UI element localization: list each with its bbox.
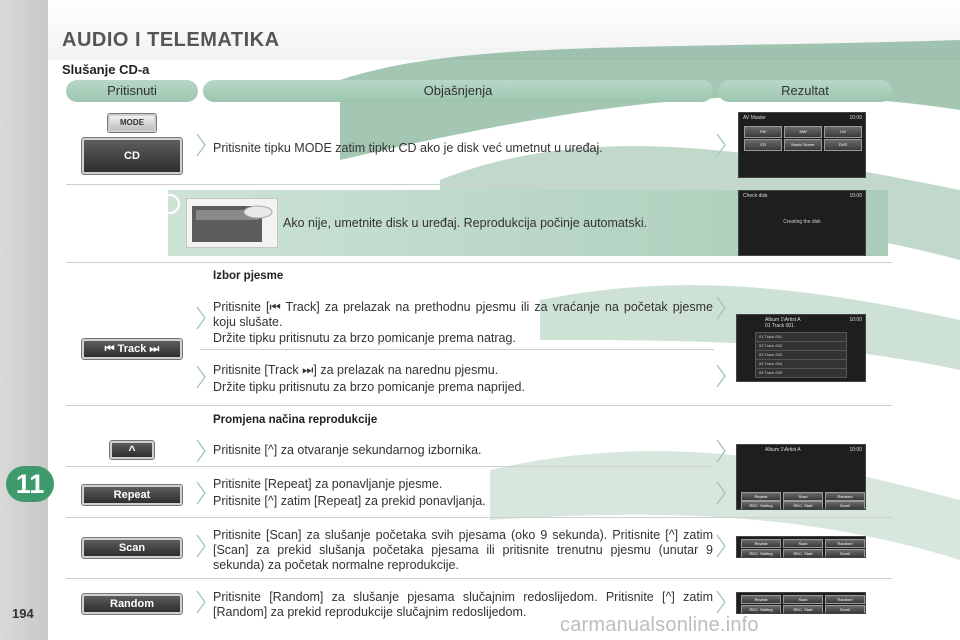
screen-time: 10:00 <box>849 447 862 453</box>
watermark: carmanualsonline.info <box>560 614 759 636</box>
screen-rec-start-button: REC. Start <box>783 501 823 510</box>
screen-music-server-button: Music Server <box>784 139 822 151</box>
row-divider <box>66 466 712 467</box>
chevron-right-icon <box>716 590 726 614</box>
result-screen-random <box>736 592 866 614</box>
result-screen-scan <box>736 536 866 558</box>
screen-scroll-button: Scroll <box>825 605 865 614</box>
screen-list-row: 05 Track 005 <box>755 368 847 378</box>
chevron-right-icon <box>716 296 726 320</box>
screen-rec-start-button: REC. Start <box>783 605 823 614</box>
screen-track: 01 Track 001 <box>765 323 794 329</box>
column-header-result: Rezultat <box>718 80 892 102</box>
row-divider <box>66 184 892 185</box>
scan-explanation: Pritisnite [Scan] za slušanje početaka svih pjesama (oko 9 sekunda). Pritisnite [^] zatim [Scan] za prekid slušanja početaka pjesama ili pritisnite trenutnu pjesmu (unutar 9 sekunda) za početak normalne reprodukcije. <box>213 528 713 572</box>
random-button[interactable]: Random <box>82 594 182 614</box>
screen-scroll-button: Scroll <box>825 549 865 558</box>
result-screen-check-disk <box>738 190 866 256</box>
screen-lw-button: LW <box>824 126 862 138</box>
screen-rec-setting-button: REC. Setting <box>741 549 781 558</box>
repeat-explanation: Pritisnite [Repeat] za ponavljanje pjesme. <box>213 477 443 491</box>
chevron-right-icon <box>196 133 206 157</box>
screen-repeat-button: Repeat <box>741 539 781 548</box>
result-screen-av-master <box>738 112 866 178</box>
chapter-badge: 11 <box>6 466 54 502</box>
track-next-hold-explanation: Držite tipku pritisnutu za brzo pomicanje prema naprijed. <box>213 380 525 394</box>
column-header-press: Pritisnuti <box>66 80 198 102</box>
chevron-right-icon <box>196 365 206 389</box>
track-prev-explanation: Pritisnite [⏮ Track] za prelazak na prethodnu pjesmu ili za vraćanje na početak pjesme koju slušate. <box>213 300 713 329</box>
column-header-explanation: Objašnjenja <box>203 80 713 102</box>
mode-heading: Promjena načina reprodukcije <box>213 414 378 426</box>
screen-random-button: Random <box>825 595 865 604</box>
row2-explanation: Ako nije, umetnite disk u uređaj. Reprodukcija počinje automatski. <box>283 216 648 230</box>
result-screen-track-list <box>736 314 866 382</box>
sub-row-divider <box>200 349 714 350</box>
section-title: Slušanje CD-a <box>62 62 150 77</box>
screen-scan-button: Scan <box>783 595 823 604</box>
screen-album: Album 1\Artist A <box>765 317 801 323</box>
screen-title: AV Master <box>743 115 766 121</box>
screen-repeat-button: Repeat <box>741 595 781 604</box>
screen-random-button: Random <box>825 492 865 501</box>
screen-time: 10:00 <box>849 115 862 121</box>
scan-button[interactable]: Scan <box>82 538 182 558</box>
mode-button[interactable]: MODE <box>108 114 156 132</box>
screen-rec-setting-button: REC. Setting <box>741 605 781 614</box>
header-title: AUDIO I TELEMATIKA <box>62 29 280 51</box>
track-heading: Izbor pjesme <box>213 270 284 282</box>
chevron-right-icon <box>716 364 726 388</box>
row1-explanation: Pritisnite tipku MODE zatim tipku CD ako je disk već umetnut u uređaj. <box>213 141 603 155</box>
screen-list-row: 04 Track 004 <box>755 359 847 369</box>
track-button[interactable] <box>82 339 182 359</box>
screen-rec-setting-button: REC. Setting <box>741 501 781 510</box>
chevron-right-icon <box>196 439 206 463</box>
chevron-right-icon <box>716 481 726 505</box>
screen-message: Creating the disk <box>783 219 821 225</box>
row-divider <box>66 262 892 263</box>
screen-dvd-button: DVD <box>824 139 862 151</box>
chevron-right-icon <box>196 306 206 330</box>
page-number: 194 <box>12 606 34 621</box>
screen-list-row: 03 Track 003 <box>755 350 847 360</box>
chevron-right-icon <box>716 133 726 157</box>
screen-rec-start-button: REC. Start <box>783 549 823 558</box>
track-button-label: Track <box>117 343 147 355</box>
screen-mw-button: MW <box>784 126 822 138</box>
screen-time: 10:00 <box>849 193 862 199</box>
cd-slot-illustration <box>186 198 278 248</box>
screen-album: Album 1\Artist A <box>765 447 801 453</box>
submenu-up-button[interactable]: ^ <box>110 441 154 459</box>
submenu-up-explanation: Pritisnite [^] za otvaranje sekundarnog izbornika. <box>213 443 482 457</box>
screen-cd-button: CD <box>744 139 782 151</box>
previous-track-icon: ⏮ <box>104 343 118 355</box>
screen-scan-button: Scan <box>783 539 823 548</box>
random-explanation: Pritisnite [Random] za slušanje pjesama slučajnim redoslijedom. Pritisnite [^] zatim [Random] za prekid reprodukcije slučajnim redoslijedom. <box>213 590 713 619</box>
tip-lightbulb-icon <box>150 190 184 220</box>
chevron-right-icon <box>196 590 206 614</box>
result-screen-submenu <box>736 444 866 510</box>
screen-scan-button: Scan <box>783 492 823 501</box>
track-prev-hold-explanation: Držite tipku pritisnutu za brzo pomicanje prema natrag. <box>213 331 516 345</box>
track-next-explanation: Pritisnite [Track ⏭] za prelazak na narednu pjesmu. <box>213 363 499 377</box>
row-divider <box>66 405 892 406</box>
screen-list-row: 02 Track 002 <box>755 341 847 351</box>
next-track-icon: ⏭ <box>146 343 160 355</box>
page-sidebar <box>0 0 48 640</box>
screen-list-row: 01 Track 001 <box>755 332 847 342</box>
chevron-right-icon <box>196 481 206 505</box>
row-divider <box>66 517 892 518</box>
screen-fm-button: FM <box>744 126 782 138</box>
chevron-right-icon <box>716 439 726 463</box>
chevron-right-icon <box>716 534 726 558</box>
repeat-stop-explanation: Pritisnite [^] zatim [Repeat] za prekid ponavljanja. <box>213 494 486 508</box>
screen-scroll-button: Scroll <box>825 501 865 510</box>
screen-repeat-button: Repeat <box>741 492 781 501</box>
screen-time: 10:00 <box>849 317 862 323</box>
repeat-button[interactable]: Repeat <box>82 485 182 505</box>
screen-title: Check disk <box>743 193 768 199</box>
row-divider <box>66 578 892 579</box>
cd-button[interactable]: CD <box>82 138 182 174</box>
chevron-right-icon <box>196 534 206 558</box>
screen-random-button: Random <box>825 539 865 548</box>
